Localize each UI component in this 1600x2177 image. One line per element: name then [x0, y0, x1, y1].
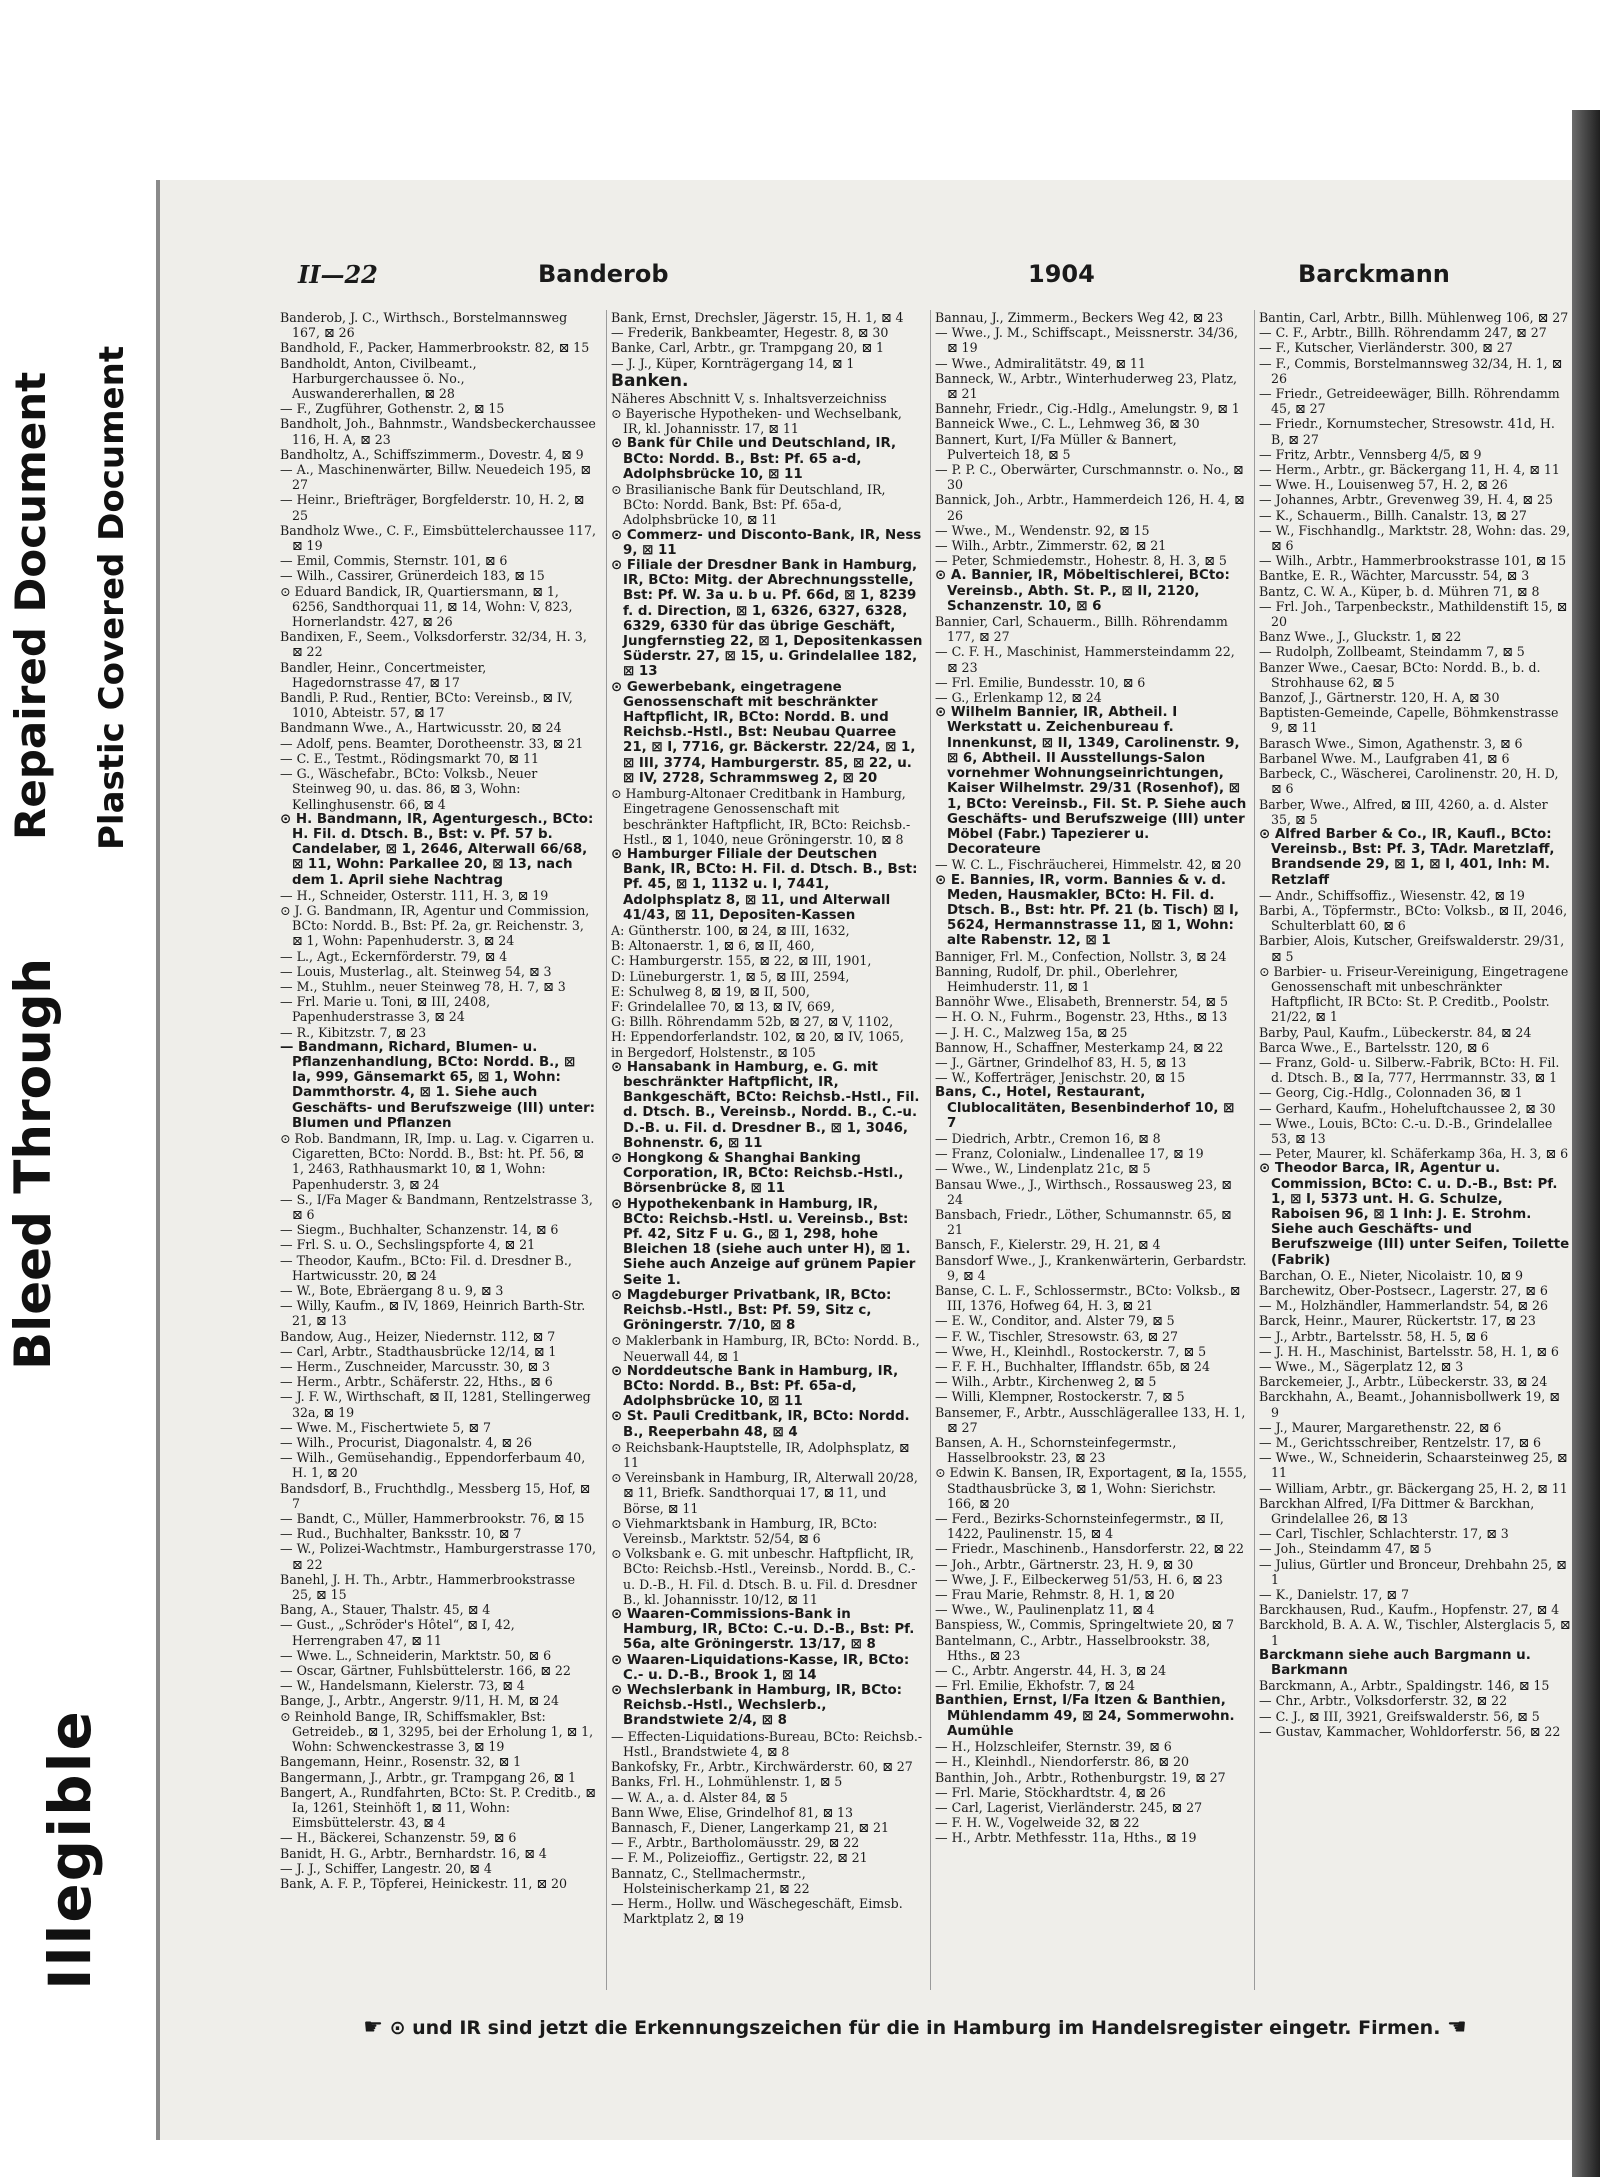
directory-entry: — Andr., Schiffsoffiz., Wiesenstr. 42, ⊠ 19: [1259, 887, 1525, 903]
directory-entry: Bantz, C. W. A., Küper, b. d. Mühren 71, ⊠ 8: [1259, 583, 1540, 599]
directory-entry: Barckmann siehe auch Bargmann u. Barkmann: [1259, 1647, 1531, 1679]
directory-entry: ⊙ E. Bannies, IR, vorm. Bannies & v. d. Meden, Hausmakler, BCto: H. Fil. d. Dtsch. B., Bst: htr. Pf. 21 (b. Tisch) ⊠ I, 5624, Hermannstrasse 11, ⊠ 1, Wohn: alte Rabenstr. 12, ⊠ 1: [935, 872, 1240, 949]
directory-entry: — Carl, Tischler, Schlachterstr. 17, ⊠ 3: [1259, 1526, 1509, 1542]
directory-entry: — Frl. Emilie, Bundesstr. 10, ⊠ 6: [935, 674, 1146, 690]
directory-entry: — W., Handelsmann, Kielerstr. 73, ⊠ 4: [280, 1678, 525, 1694]
directory-entry: — P. P. C., Oberwärter, Curschmannstr. o. No., ⊠ 30: [935, 462, 1244, 493]
directory-entry: Bannow, H., Schaffner, Mesterkamp 24, ⊠ 22: [935, 1039, 1224, 1055]
directory-entry: — Frl. Joh., Tarpenbeckstr., Mathildenstift 15, ⊠ 20: [1259, 598, 1568, 630]
year: 1904: [1028, 260, 1095, 288]
directory-entry: — Theodor, Kaufm., BCto: Fil. d. Dresdner B., Hartwicusstr. 20, ⊠ 24: [280, 1252, 572, 1283]
directory-entry: — Franz, Gold- u. Silberw.-Fabrik, BCto: H. Fil. d. Dtsch. B., ⊠ Ia, 777, Herrmannstr. 33, ⊠ 1: [1259, 1054, 1560, 1086]
directory-entry: Bank, A. F. P., Töpferei, Heinickestr. 11, ⊠ 20: [280, 1875, 568, 1891]
directory-entry: Bannehr, Friedr., Cig.-Hdlg., Amelungstr. 9, ⊠ 1: [935, 401, 1240, 417]
pointing-hand-left-icon: ☛: [363, 2015, 383, 2040]
directory-entry: Banthin, Joh., Arbtr., Rothenburgstr. 19, ⊠ 27: [935, 1769, 1226, 1785]
directory-columns: [280, 310, 1570, 1990]
directory-entry: H: Eppendorferlandstr. 102, ⊠ 20, ⊠ IV, 1065,: [611, 1029, 904, 1045]
directory-entry: ⊙ Hamburg-Altonaer Creditbank in Hamburg, Eingetragene Genossenschaft mit beschränkter Haftpflicht, IR, BCto: Reichsb.-Hstl., ⊠ 1, 1040, neue Gröningerstr. 10, ⊠ 8: [611, 786, 911, 847]
directory-entry: — Carl, Arbtr., Stadthausbrücke 12/14, ⊠ 1: [280, 1343, 557, 1359]
directory-entry: — W. A., a. d. Alster 84, ⊠ 5: [611, 1789, 788, 1805]
directory-entry: — Frederik, Bankbeamter, Hegestr. 8, ⊠ 30: [611, 325, 889, 341]
directory-entry: — G., Wäschefabr., BCto: Volksb., Neuer Steinweg 90, u. das. 86, ⊠ 3, Wohn: Kellinghusenstr. 66, ⊠ 4: [280, 766, 538, 812]
directory-entry: — Fritz, Arbtr., Vennsberg 4/5, ⊠ 9: [1259, 446, 1482, 462]
directory-entry: — C. E., Testmt., Rödingsmarkt 70, ⊠ 11: [280, 750, 539, 766]
directory-entry: — Julius, Gürtler und Bronceur, Drehbahn 25, ⊠ 1: [1259, 1556, 1567, 1587]
directory-entry: A: Güntherstr. 100, ⊠ 24, ⊠ III, 1632,: [611, 922, 850, 938]
directory-entry: — Wwe., Louis, BCto: C.-u. D.-B., Grindelallee 53, ⊠ 13: [1259, 1115, 1553, 1146]
directory-entry: — Wwe., Admiralitätstr. 49, ⊠ 11: [935, 355, 1146, 371]
directory-entry: Banderob, J. C., Wirthsch., Borstelmannsweg 167, ⊠ 26: [280, 310, 568, 341]
directory-entry: — Willy, Kaufm., ⊠ IV, 1869, Heinrich Barth-Str. 21, ⊠ 13: [280, 1298, 586, 1329]
directory-entry: — Friedr., Kornumstecher, Stresowstr. 41d, H. B, ⊠ 27: [1259, 416, 1555, 447]
directory-entry: Barber, Wwe., Alfred, ⊠ III, 4260, a. d. Alster 35, ⊠ 5: [1259, 796, 1548, 827]
directory-entry: — Willi, Klempner, Rostockerstr. 7, ⊠ 5: [935, 1389, 1185, 1405]
directory-entry: B: Altonaerstr. 1, ⊠ 6, ⊠ II, 460,: [611, 938, 815, 954]
directory-entry: — C. F., Arbtr., Billh. Röhrendamm 247, ⊠ 27: [1259, 325, 1547, 341]
directory-entry: — F. H. W., Vogelweide 32, ⊠ 22: [935, 1815, 1140, 1831]
directory-entry: Banzer Wwe., Caesar, BCto: Nordd. B., b. d. Strohhause 62, ⊠ 5: [1259, 659, 1541, 690]
directory-entry: ⊙ Brasilianische Bank für Deutschland, IR, BCto: Nordd. Bank, Bst: Pf. 65a-d, Adolphsbrücke 10, ⊠ 11: [611, 482, 886, 528]
directory-entry: ⊙ J. G. Bandmann, IR, Agentur und Commission, BCto: Nordd. B., Bst: Pf. 2a, gr. Reichenstr. 3, ⊠ 1, Wohn: Papenhuderstr. 3, ⊠ 24: [280, 902, 590, 949]
directory-entry: — Heinr., Briefträger, Borgfelderstr. 10, H. 2, ⊠ 25: [280, 492, 585, 523]
directory-entry: — Bandt, C., Müller, Hammerbrookstr. 76, ⊠ 15: [280, 1511, 585, 1527]
directory-entry: — H., Schneider, Osterstr. 111, H. 3, ⊠ 19: [280, 887, 549, 903]
directory-entry: ⊙ Volksbank e. G. mit unbeschr. Haftpflicht, IR, BCto: Reichsb.-Hstl., Vereinsb., Nordd. B., C.- u. D.-B., H. Fil. d. Dtsch. B. u. Fil. d. Dresdner B., kl. Johannisstr. 10/12, ⊠ 11: [611, 1546, 917, 1607]
directory-entry: ⊙ Bayerische Hypotheken- und Wechselbank, IR, kl. Johannisstr. 17, ⊠ 11: [611, 406, 902, 437]
directory-entry: — Bandmann, Richard, Blumen- u. Pflanzenhandlung, BCto: Nordd. B., ⊠ Ia, 999, Gänsemarkt 65, ⊠ 1, Wohn: Dammthorstr. 4, ⊠ 1. Siehe auch Geschäfts- und Berufszweige (III) unter: Blumen und Pflanzen: [280, 1039, 596, 1131]
directory-entry: — J. H. C., Malzweg 15a, ⊠ 25: [935, 1024, 1128, 1040]
directory-entry: Banke, Carl, Arbtr., gr. Trampgang 20, ⊠ 1: [611, 340, 885, 356]
directory-entry: — K., Schauerm., Billh. Canalstr. 13, ⊠ 27: [1259, 507, 1527, 523]
directory-entry: Barasch Wwe., Simon, Agathenstr. 3, ⊠ 6: [1259, 735, 1523, 751]
directory-entry: — Wwe., M., Sägerplatz 12, ⊠ 3: [1259, 1359, 1464, 1375]
directory-entry: — J. H. H., Maschinist, Bartelsstr. 58, H. 1, ⊠ 6: [1259, 1343, 1559, 1359]
directory-entry: Banspiess, W., Commis, Springeltwiete 20, ⊠ 7: [935, 1617, 1234, 1633]
directory-entry: Barca Wwe., E., Bartelsstr. 120, ⊠ 6: [1259, 1039, 1490, 1055]
directory-entry: — W., Bote, Ebräergang 8 u. 9, ⊠ 3: [280, 1283, 504, 1298]
directory-entry: Bankofsky, Fr., Arbtr., Kirchwärderstr. 60, ⊠ 27: [611, 1759, 913, 1775]
directory-entry: — H., Kleinhdl., Niendorferstr. 86, ⊠ 20: [935, 1754, 1190, 1770]
directory-entry: — Johannes, Arbtr., Grevenweg 39, H. 4, ⊠ 25: [1259, 492, 1554, 508]
directory-entry: — F., Commis, Borstelmannsweg 32/34, H. 1, ⊠ 26: [1259, 355, 1563, 386]
directory-entry: — Wwe. M., Fischertwiete 5, ⊠ 7: [280, 1419, 491, 1435]
directory-entry: — Wwe., M., Wendenstr. 92, ⊠ 15: [935, 522, 1150, 538]
directory-entry: Barbanel Wwe. M., Laufgraben 41, ⊠ 6: [1259, 750, 1510, 766]
directory-entry: D: Lüneburgerstr. 1, ⊠ 5, ⊠ III, 2594,: [611, 968, 850, 984]
directory-entry: Barby, Paul, Kaufm., Lübeckerstr. 84, ⊠ 24: [1259, 1024, 1532, 1040]
directory-entry: — Frl. Marie, Stöckhardtstr. 4, ⊠ 26: [935, 1784, 1166, 1800]
directory-entry: Bansau Wwe., J., Wirthsch., Rossausweg 23, ⊠ 24: [935, 1176, 1232, 1207]
directory-entry: Bandhold, F., Packer, Hammerbrookstr. 82, ⊠ 15: [280, 340, 590, 356]
directory-entry: — Frl. Emilie, Ekhofstr. 7, ⊠ 24: [935, 1678, 1136, 1694]
left-keyword: Banderob: [538, 260, 669, 288]
directory-entry: Bann Wwe, Elise, Grindelhof 81, ⊠ 13: [611, 1804, 854, 1820]
directory-entry: — W. C. L., Fischräucherei, Himmelstr. 42, ⊠ 20: [935, 857, 1242, 873]
directory-entry: Barchan, O. E., Nieter, Nicolaistr. 10, ⊠ 9: [1259, 1267, 1524, 1283]
directory-entry: — Frl. S. u. O., Sechslingspforte 4, ⊠ 21: [280, 1237, 536, 1253]
directory-entry: Bandixen, F., Seem., Volksdorferstr. 32/34, H. 3, ⊠ 22: [280, 629, 587, 660]
directory-entry: ⊙ A. Bannier, IR, Möbeltischlerei, BCto: Vereinsb., Abth. St. P., ⊠ II, 2120, Schanzenstr. 10, ⊠ 6: [935, 568, 1230, 614]
directory-entry: Bantelmann, C., Arbtr., Hasselbrookstr. 38, Hths., ⊠ 23: [935, 1632, 1211, 1663]
directory-entry: Barck, Heinr., Maurer, Rückertstr. 17, ⊠ 23: [1259, 1313, 1536, 1329]
page-header: [298, 260, 1450, 300]
directory-entry: Barckhan Alfred, I/Fa Dittmer & Barckhan, Grindelallee 26, ⊠ 13: [1259, 1495, 1535, 1527]
directory-entry: Bantke, E. R., Wächter, Marcusstr. 54, ⊠ 3: [1259, 568, 1530, 584]
directory-entry: Bans, C., Hotel, Restaurant, Clublocalitäten, Besenbinderhof 10, ⊠ 7: [935, 1085, 1235, 1131]
directory-entry: Bannatz, C., Stellmachermstr., Holsteinischerkamp 21, ⊠ 22: [611, 1865, 810, 1896]
directory-entry: Bansemer, F., Arbtr., Ausschlägerallee 133, H. 1, ⊠ 27: [935, 1404, 1246, 1435]
directory-entry: Bannau, J., Zimmerm., Beckers Weg 42, ⊠ 23: [935, 310, 1224, 325]
directory-entry: — C., Arbtr. Angerstr. 44, H. 3, ⊠ 24: [935, 1663, 1167, 1679]
directory-entry: — Wwe, H., Kleinhdl., Rostockerstr. 7, ⊠ 5: [935, 1343, 1207, 1359]
directory-entry: — J., Arbtr., Bartelsstr. 58, H. 5, ⊠ 6: [1259, 1328, 1489, 1344]
column-2: [606, 310, 923, 1990]
directory-entry: ⊙ Hansabank in Hamburg, e. G. mit beschränkter Haftpflicht, IR, Bankgeschäft, BCto: Reichsb.-Hstl., Fil. d. Dtsch. B., Vereinsb., Nordd. B., C.-u. D.-B. u. Fil. d. Dresdner B., ⊠ 1, 3046, Bohnenstr. 6, ⊠ 11: [611, 1059, 920, 1151]
directory-entry: Näheres Abschnitt V, s. Inhaltsverzeichniss: [611, 390, 887, 406]
directory-entry: Banneck, W., Arbtr., Winterhuderweg 23, Platz, ⊠ 21: [935, 370, 1237, 402]
directory-entry: — Rudolph, Zollbeamt, Steindamm 7, ⊠ 5: [1259, 644, 1525, 660]
directory-entry: ⊙ Hypothekenbank in Hamburg, IR, BCto: Reichsb.-Hstl. u. Vereinsb., Bst: Pf. 42, Sitz F u. G., ⊠ 1, 298, hohe Bleichen 18 (siehe auch unter H), ⊠ 1. Siehe auch Anzeige auf grünem Papier Seite 1.: [611, 1196, 916, 1288]
directory-entry: E: Schulweg 8, ⊠ 19, ⊠ II, 500,: [611, 983, 810, 999]
directory-entry: — S., I/Fa Mager & Bandmann, Rentzelstrasse 3, ⊠ 6: [280, 1191, 593, 1222]
directory-entry: Bannier, Carl, Schauerm., Billh. Röhrendamm 177, ⊠ 27: [935, 614, 1228, 645]
directory-entry: ⊙ Viehmarktsbank in Hamburg, IR, BCto: Vereinsb., Marktstr. 52/54, ⊠ 6: [611, 1515, 878, 1547]
directory-entry: — Friedr., Getreideewäger, Billh. Röhrendamm 45, ⊠ 27: [1259, 386, 1560, 417]
directory-entry: — F. M., Polizeioffiz., Gertigstr. 22, ⊠ 21: [611, 1850, 868, 1866]
directory-page: [156, 180, 1600, 2140]
directory-entry: Bangemann, Heinr., Rosenstr. 32, ⊠ 1: [280, 1754, 522, 1770]
directory-entry: Bange, J., Arbtr., Angerstr. 9/11, H. M, ⊠ 24: [280, 1693, 560, 1709]
directory-entry: — Wwe., W., Schneiderin, Schaarsteinweg 25, ⊠ 11: [1259, 1450, 1568, 1481]
directory-entry: ⊙ Waaren-Liquidations-Kasse, IR, BCto: C.- u. D.-B., Brook 1, ⊠ 14: [611, 1652, 910, 1683]
directory-entry: — F., Arbtr., Bartholomäusstr. 29, ⊠ 22: [611, 1835, 860, 1851]
directory-entry: ⊙ Commerz- und Disconto-Bank, IR, Ness 9, ⊠ 11: [611, 527, 922, 558]
directory-entry: Barckhausen, Rud., Kaufm., Hopfenstr. 27, ⊠ 4: [1259, 1602, 1560, 1618]
directory-entry: ⊙ Hamburger Filiale der Deutschen Bank, IR, BCto: H. Fil. d. Dtsch. B., Bst: Pf. 45, ⊠ 1, 1132 u. I, 7441, Adolphsplatz 8, ⊠ 11, und Alterwall 41/43, ⊠ 11, Depositen-Kassen: [611, 846, 918, 923]
directory-entry: — Wwe, J. F., Eilbeckerweg 51/53, H. 6, ⊠ 23: [935, 1571, 1223, 1587]
directory-entry: — Rud., Buchhalter, Banksstr. 10, ⊠ 7: [280, 1526, 522, 1542]
directory-entry: Barbier, Alois, Kutscher, Greifswalderstr. 29/31, ⊠ 5: [1259, 933, 1565, 964]
bleed-through-stamp: Bleed Through: [4, 958, 62, 1370]
directory-entry: Bandsdorf, B., Fruchthdlg., Messberg 15, Hof, ⊠ 7: [280, 1480, 591, 1511]
directory-entry: — H., Arbtr. Methfesstr. 11a, Hths., ⊠ 19: [935, 1830, 1197, 1846]
directory-entry: — Peter, Schmiedemstr., Hohestr. 8, H. 3, ⊠ 5: [935, 553, 1227, 569]
directory-entry: Barckhold, B. A. A. W., Tischler, Alsterglacis 5, ⊠ 1: [1259, 1617, 1571, 1648]
directory-entry: — Carl, Lagerist, Vierländerstr. 245, ⊠ 27: [935, 1799, 1203, 1815]
directory-entry: — William, Arbtr., gr. Bäckergang 25, H. 2, ⊠ 11: [1259, 1480, 1568, 1496]
directory-entry: — Joh., Arbtr., Gärtnerstr. 23, H. 9, ⊠ 30: [935, 1556, 1194, 1572]
directory-entry: — Adolf, pens. Beamter, Dorotheenstr. 33, ⊠ 21: [280, 735, 584, 751]
page-edge-shadow: [1572, 110, 1600, 2177]
column-1: [280, 310, 596, 1990]
directory-entry: ⊙ Norddeutsche Bank in Hamburg, IR, BCto: Nordd. B., Bst: Pf. 65a-d, Adolphsbrücke 10, ⊠ 11: [611, 1363, 899, 1410]
directory-entry: — Effecten-Liquidations-Bureau, BCto: Reichsb.-Hstl., Brandstwiete 4, ⊠ 8: [611, 1728, 923, 1759]
directory-entry: — Wwe., W., Lindenplatz 21c, ⊠ 5: [935, 1161, 1151, 1177]
directory-entry: — Herm., Hollw. und Wäschegeschäft, Eimsb. Marktplatz 2, ⊠ 19: [611, 1895, 903, 1927]
directory-entry: ⊙ Reichsbank-Hauptstelle, IR, Adolphsplatz, ⊠ 11: [611, 1439, 910, 1471]
directory-entry: Barckhahn, A., Beamt., Johannisbollwerk 19, ⊠ 9: [1259, 1389, 1560, 1420]
directory-entry: Bandholtz, A., Schiffszimmerm., Dovestr. 4, ⊠ 9: [280, 446, 584, 462]
directory-entry: — J., Maurer, Margarethenstr. 22, ⊠ 6: [1259, 1419, 1502, 1435]
directory-entry: — E. W., Conditor, and. Alster 79, ⊠ 5: [935, 1313, 1175, 1329]
directory-entry: Bansch, F., Kielerstr. 29, H. 21, ⊠ 4: [935, 1237, 1161, 1253]
directory-entry: Banthien, Ernst, I/Fa Itzen & Banthien, Mühlendamm 49, ⊠ 24, Sommerwohn. Aumühle: [935, 1693, 1235, 1739]
directory-entry: F: Grindelallee 70, ⊠ 13, ⊠ IV, 669,: [611, 998, 835, 1014]
directory-entry: Bandmann Wwe., A., Hartwicusstr. 20, ⊠ 24: [280, 720, 562, 736]
directory-entry: Bandholt, Joh., Bahnmstr., Wandsbeckerchaussee 116, H. A, ⊠ 23: [280, 416, 596, 447]
directory-entry: Bandow, Aug., Heizer, Niedernstr. 112, ⊠ 7: [280, 1328, 556, 1344]
directory-entry: ⊙ Magdeburger Privatbank, IR, BCto: Reichsb.-Hstl., Bst: Pf. 59, Sitz c, Gröningerstr. 7/10, ⊠ 8: [611, 1287, 892, 1334]
directory-entry: ⊙ Barbier- u. Friseur-Vereinigung, Eingetragene Genossenschaft mit unbeschränkter Haftpflicht, IR BCto: St. P. Creditb., Poolstr. 21/22, ⊠ 1: [1259, 963, 1569, 1025]
directory-entry: ⊙ St. Pauli Creditbank, IR, BCto: Nordd. B., Reeperbahn 48, ⊠ 4: [611, 1409, 910, 1440]
directory-entry: — J. F. W., Wirthschaft, ⊠ II, 1281, Stellingerweg 32a, ⊠ 19: [280, 1389, 591, 1420]
directory-entry: ⊙ Wilhelm Bannier, IR, Abtheil. I Werkstatt u. Zeichenbureau f. Innenkunst, ⊠ II, 1349, Carolinenstr. 9, ⊠ 6, Abtheil. II Ausstellungs-Salon vornehmer Wohnungseinrichtungen, Kaiser Wilhelmstr. 29/31 (Rosenhof), ⊠ 1, BCto: Vereinsb., Fil. St. P. Siehe auch Geschäfts- und Berufszweige (III) unter Möbel (Fabr.) Tapezierer u. Decorateure: [935, 705, 1247, 858]
column-3: [930, 310, 1247, 1990]
directory-entry: — W., Kofferträger, Jenischstr. 20, ⊠ 15: [935, 1070, 1186, 1086]
directory-entry: — Georg, Cig.-Hdlg., Colonnaden 36, ⊠ 1: [1259, 1085, 1523, 1101]
directory-entry: — F., Kutscher, Vierländerstr. 300, ⊠ 27: [1259, 340, 1513, 356]
directory-entry: — H., Bäckerei, Schanzenstr. 59, ⊠ 6: [280, 1830, 517, 1846]
directory-entry: — Ferd., Bezirks-Schornsteinfegermstr., ⊠ II, 1422, Paulinenstr. 15, ⊠ 4: [935, 1511, 1224, 1542]
directory-entry: Bansdorf Wwe., J., Krankenwärterin, Gerbardstr. 9, ⊠ 4: [935, 1252, 1247, 1283]
directory-entry: — Gerhard, Kaufm., Hoheluftchaussee 2, ⊠ 30: [1259, 1100, 1556, 1116]
directory-entry: Bangermann, J., Arbtr., gr. Trampgang 26, ⊠ 1: [280, 1769, 577, 1785]
directory-entry: — Wilh., Arbtr., Zimmerstr. 62, ⊠ 21: [935, 538, 1167, 554]
directory-entry: ⊙ Wechslerbank in Hamburg, IR, BCto: Reichsb.-Hstl., Wechslerb., Brandstwiete 2/4, ⊠ 8: [611, 1683, 903, 1729]
directory-entry: Banneick Wwe., C. L., Lehmweg 36, ⊠ 30: [935, 416, 1200, 432]
directory-entry: — Siegm., Buchhalter, Schanzenstr. 14, ⊠ 6: [280, 1222, 559, 1238]
directory-entry: — A., Maschinenwärter, Billw. Neuedeich 195, ⊠ 27: [280, 462, 591, 493]
repaired-document-stamp: Repaired Document: [6, 371, 55, 840]
directory-entry: — Wwe. L., Schneiderin, Marktstr. 50, ⊠ 6: [280, 1647, 552, 1663]
directory-entry: — G., Erlenkamp 12, ⊠ 24: [935, 690, 1102, 706]
plastic-covered-stamp: Plastic Covered Document: [92, 345, 132, 850]
directory-entry: ⊙ Theodor Barca, IR, Agentur u. Commission, BCto: C. u. D.-B., Bst: Pf. 1, ⊠ I, 5373 unt. H. G. Schulze, Raboisen 96, ⊠ 1 Inh: J. E. Strohm. Siehe auch Geschäfts- und Berufszweige (III) unter Seifen, Toilette (Fabrik): [1259, 1161, 1570, 1268]
directory-entry: Banidt, H. G., Arbtr., Bernhardstr. 16, ⊠ 4: [280, 1845, 547, 1861]
directory-entry: — Wwe., J. M., Schiffscapt., Meissnerstr. 34/36, ⊠ 19: [935, 325, 1239, 356]
directory-entry: — J., Gärtner, Grindelhof 83, H. 5, ⊠ 13: [935, 1054, 1187, 1070]
directory-entry: — J. J., Schiffer, Langestr. 20, ⊠ 4: [280, 1860, 492, 1876]
directory-entry: Banniger, Frl. M., Confection, Nollstr. 3, ⊠ 24: [935, 948, 1227, 964]
directory-entry: — Frl. Marie u. Toni, ⊠ III, 2408, Papenhuderstrasse 3, ⊠ 24: [280, 994, 491, 1025]
directory-entry: ⊙ Maklerbank in Hamburg, IR, BCto: Nordd. B., Neuerwall 44, ⊠ 1: [611, 1333, 920, 1364]
directory-entry: — F. W., Tischler, Stresowstr. 63, ⊠ 27: [935, 1328, 1179, 1344]
directory-entry: — Louis, Musterlag., alt. Steinweg 54, ⊠ 3: [280, 963, 552, 979]
directory-entry: Bandholdt, Anton, Civilbeamt., Harburgerchaussee ö. No., Auswandererhallen, ⊠ 28: [280, 355, 477, 402]
directory-entry: ⊙ Reinhold Bange, IR, Schiffsmakler, Bst: Getreideb., ⊠ 1, 3295, bei der Erholung 1, ⊠ 1, Wohn: Schwenckestrasse 3, ⊠ 19: [280, 1708, 594, 1755]
directory-entry: — Chr., Arbtr., Volksdorferstr. 32, ⊠ 22: [1259, 1693, 1508, 1709]
directory-entry: — H., Holzschleifer, Sternstr. 39, ⊠ 6: [935, 1739, 1172, 1755]
directory-entry: Barchewitz, Ober-Postsecr., Lagerstr. 27, ⊠ 6: [1259, 1283, 1548, 1298]
directory-entry: Bannöhr Wwe., Elisabeth, Brennerstr. 54, ⊠ 5: [935, 994, 1228, 1010]
directory-entry: Bannick, Joh., Arbtr., Hammerdeich 126, H. 4, ⊠ 26: [935, 492, 1245, 523]
directory-entry: — C. F. H., Maschinist, Hammersteindamm 22, ⊠ 23: [935, 644, 1235, 675]
directory-entry: ⊙ Rob. Bandmann, IR, Imp. u. Lag. v. Cigarren u. Cigaretten, BCto: Nordd. B., Bst: ht. Pf. 56, ⊠ 1, 2463, Rathhausmarkt 10, ⊠ 1, Wohn: Papenhuderstr. 3, ⊠ 24: [280, 1130, 595, 1192]
directory-entry: Banning, Rudolf, Dr. phil., Oberlehrer, Heimhuderstr. 11, ⊠ 1: [935, 963, 1179, 994]
directory-entry: Bandli, P. Rud., Rentier, BCto: Vereinsb., ⊠ IV, 1010, Abteistr. 57, ⊠ 17: [280, 690, 573, 721]
footer-text: ⊙ und IR sind jetzt die Erkennungszeichen für die in Hamburg im Handelsregister eingetr. Firmen.: [389, 2017, 1441, 2039]
directory-entry: — Wilh., Gemüsehandig., Eppendorferbaum 40, H. 1, ⊠ 20: [280, 1450, 586, 1481]
directory-entry: Bantin, Carl, Arbtr., Billh. Mühlenweg 106, ⊠ 27: [1259, 310, 1569, 325]
directory-entry: — Herm., Arbtr., gr. Bäckergang 11, H. 4, ⊠ 11: [1259, 462, 1560, 478]
directory-entry: — Oscar, Gärtner, Fuhlsbüttelerstr. 166, ⊠ 22: [280, 1663, 571, 1679]
directory-entry: Baptisten-Gemeinde, Capelle, Böhmkenstrasse 9, ⊠ 11: [1259, 705, 1559, 736]
right-keyword: Barckmann: [1298, 260, 1450, 288]
directory-entry: — Gust., „Schröder's Hôtel“, ⊠ I, 42, Herrengraben 47, ⊠ 11: [280, 1617, 515, 1648]
directory-entry: Banzof, J., Gärtnerstr. 120, H. A, ⊠ 30: [1259, 690, 1500, 706]
directory-entry: Bansen, A. H., Schornsteinfegermstr., Hasselbrookstr. 23, ⊠ 23: [935, 1435, 1177, 1466]
directory-entry: — Wwe. H., Louisenweg 57, H. 2, ⊠ 26: [1259, 477, 1508, 493]
directory-entry: Banks, Frl. H., Lohmühlenstr. 1, ⊠ 5: [611, 1774, 843, 1790]
directory-entry: — M., Gerichtsschreiber, Rentzelstr. 17, ⊠ 6: [1259, 1435, 1542, 1451]
page-number: II—22: [298, 260, 378, 289]
directory-entry: Bank, Ernst, Drechsler, Jägerstr. 15, H. 1, ⊠ 4: [611, 310, 904, 325]
directory-entry: — W., Fischhandlg., Marktstr. 28, Wohn: das. 29, ⊠ 6: [1259, 522, 1571, 554]
directory-entry: — W., Polizei-Wachtmstr., Hamburgerstrasse 170, ⊠ 22: [280, 1541, 596, 1572]
directory-entry: — M., Stuhlm., neuer Steinweg 78, H. 7, ⊠ 3: [280, 978, 566, 994]
directory-entry: — Franz, Colonialw., Lindenallee 17, ⊠ 19: [935, 1146, 1204, 1162]
directory-entry: ⊙ H. Bandmann, IR, Agenturgesch., BCto: H. Fil. d. Dtsch. B., Bst: v. Pf. 57 b. Candelaber, ⊠ 1, 2646, Alterwall 66/68, ⊠ 11, Wohn: Parkallee 20, ⊠ 13, nach dem 1. April siehe Nachtrag: [280, 811, 594, 888]
directory-entry: — Herm., Arbtr., Schäferstr. 22, Hths., ⊠ 6: [280, 1374, 553, 1390]
column-4: [1254, 310, 1571, 1990]
directory-entry: Bandler, Heinr., Concertmeister, Hagedornstrasse 47, ⊠ 17: [280, 659, 487, 690]
directory-entry: — Diedrich, Arbtr., Cremon 16, ⊠ 8: [935, 1130, 1161, 1146]
directory-entry: — Friedr., Maschinenb., Hansdorferstr. 22, ⊠ 22: [935, 1541, 1244, 1557]
directory-entry: — J. J., Küper, Kornträgergang 14, ⊠ 1: [611, 355, 855, 371]
pointing-hand-right-icon: ☚: [1447, 2015, 1467, 2040]
directory-entry: Bangert, A., Rundfahrten, BCto: St. P. Creditb., ⊠ Ia, 1261, Steinhöft 1, ⊠ 11, Wohn: Eimsbüttelerstr. 43, ⊠ 4: [280, 1784, 596, 1831]
directory-entry: — Joh., Steindamm 47, ⊠ 5: [1259, 1541, 1432, 1557]
directory-entry: — Herm., Zuschneider, Marcusstr. 30, ⊠ 3: [280, 1359, 551, 1375]
directory-entry: — C. J., ⊠ III, 3921, Greifswalderstr. 56, ⊠ 5: [1259, 1708, 1540, 1724]
directory-entry: ⊙ Bank für Chile und Deutschland, IR, BCto: Nordd. B., Bst: Pf. 65 a-d, Adolphsbrücke 10, ⊠ 11: [611, 436, 897, 482]
directory-entry: Banz Wwe., J., Gluckstr. 1, ⊠ 22: [1259, 629, 1462, 645]
directory-entry: — Peter, Maurer, kl. Schäferkamp 36a, H. 3, ⊠ 6: [1259, 1146, 1569, 1162]
directory-entry: Banse, C. L. F., Schlossermstr., BCto: Volksb., ⊠ III, 1376, Hofweg 64, H. 3, ⊠ 21: [935, 1283, 1241, 1314]
directory-entry: — Wwe., W., Paulinenplatz 11, ⊠ 4: [935, 1602, 1155, 1618]
directory-entry: Banehl, J. H. Th., Arbtr., Hammerbrookstrasse 25, ⊠ 15: [280, 1571, 576, 1603]
directory-entry: Bannert, Kurt, I/Fa Müller & Bannert, Pulverteich 18, ⊠ 5: [935, 431, 1177, 462]
directory-entry: ⊙ Eduard Bandick, IR, Quartiersmann, ⊠ 1, 6256, Sandthorquai 11, ⊠ 14, Wohn: V, 823, Hornerlandstr. 427, ⊠ 26: [280, 583, 573, 630]
directory-entry: in Bergedorf, Holstenstr., ⊠ 105: [611, 1044, 816, 1060]
directory-entry: — F. F. H., Buchhalter, Ifflandstr. 65b, ⊠ 24: [935, 1359, 1210, 1375]
directory-entry: — Wilh., Procurist, Diagonalstr. 4, ⊠ 26: [280, 1435, 533, 1451]
section-heading: Banken.: [611, 370, 689, 391]
directory-entry: C: Hamburgerstr. 155, ⊠ 22, ⊠ III, 1901,: [611, 953, 872, 969]
directory-entry: Bansbach, Friedr., Löther, Schumannstr. 65, ⊠ 21: [935, 1206, 1232, 1238]
directory-entry: Bannasch, F., Diener, Langerkamp 21, ⊠ 21: [611, 1819, 889, 1835]
footer-note: [300, 2015, 1530, 2045]
directory-entry: — M., Holzhändler, Hammerlandstr. 54, ⊠ 26: [1259, 1298, 1548, 1314]
directory-entry: ⊙ Gewerbebank, eingetragene Genossenschaft mit beschränkter Haftpflicht, IR, BCto: Nordd. B. und Reichsb.-Hstl., Bst: Neubau Quarree 21, ⊠ I, 7716, gr. Bäckerstr. 22/24, ⊠ 1, ⊠ III, 3774, Hamburgerstr. 85, ⊠ 22, u. ⊠ IV, 2728, Schrammsweg 2, ⊠ 20: [611, 679, 916, 786]
directory-entry: — Wilh., Arbtr., Hammerbrookstrasse 101, ⊠ 15: [1259, 553, 1567, 569]
directory-entry: — H. O. N., Fuhrm., Bogenstr. 23, Hths., ⊠ 13: [935, 1009, 1228, 1025]
directory-entry: ⊙ Filiale der Dresdner Bank in Hamburg, IR, BCto: Mitg. der Abrechnungsstelle, Bst: Pf. W. 3a u. b u. Pf. 66d, ⊠ 1, 8239 f. d. Direction, ⊠ 1, 6326, 6327, 6328, 6329, 6330 für das übrige Geschäft, Jungfernstieg 22, ⊠ 1, Depositenkassen Süderstr. 27, ⊠ 15, u. Grindelallee 182, ⊠ 13: [611, 558, 923, 680]
directory-entry: Barbeck, C., Wäscherei, Carolinenstr. 20, H. D, ⊠ 6: [1259, 766, 1559, 797]
directory-entry: — K., Danielstr. 17, ⊠ 7: [1259, 1587, 1410, 1603]
directory-entry: Barbi, A., Töpfermstr., BCto: Volksb., ⊠ II, 2046, Schulterblatt 60, ⊠ 6: [1259, 902, 1568, 934]
directory-entry: — L., Agt., Eckernförderstr. 79, ⊠ 4: [280, 948, 508, 964]
directory-entry: — F., Zugführer, Gothenstr. 2, ⊠ 15: [280, 401, 505, 417]
directory-entry: — Frau Marie, Rehmstr. 8, H. 1, ⊠ 20: [935, 1587, 1175, 1603]
illegible-stamp: Illegible: [36, 1709, 104, 1990]
directory-entry: ⊙ Alfred Barber & Co., IR, Kaufl., BCto: Vereinsb., Bst: Pf. 3, TAdr. Maretzlaff, Brandsende 29, ⊠ 1, ⊠ I, 401, Inh: M. Retzlaff: [1259, 826, 1555, 888]
directory-entry: Bandholz Wwe., C. F., Eimsbüttelerchaussee 117, ⊠ 19: [280, 522, 596, 554]
directory-entry: Bang, A., Stauer, Thalstr. 45, ⊠ 4: [280, 1602, 491, 1618]
directory-entry: — Emil, Commis, Sternstr. 101, ⊠ 6: [280, 553, 508, 569]
directory-entry: G: Billh. Röhrendamm 52b, ⊠ 27, ⊠ V, 1102,: [611, 1014, 894, 1030]
directory-entry: ⊙ Hongkong & Shanghai Banking Corporation, IR, BCto: Reichsb.-Hstl., Börsenbrücke 8, ⊠ 11: [611, 1150, 904, 1197]
directory-entry: — Wilh., Arbtr., Kirchenweg 2, ⊠ 5: [935, 1374, 1157, 1390]
directory-entry: ⊙ Edwin K. Bansen, IR, Exportagent, ⊠ Ia, 1555, Stadthausbrücke 3, ⊠ 1, Wohn: Sierichstr. 166, ⊠ 20: [935, 1465, 1247, 1511]
directory-entry: — Wilh., Cassirer, Grünerdeich 183, ⊠ 15: [280, 568, 545, 584]
directory-entry: Barckemeier, J., Arbtr., Lübeckerstr. 33, ⊠ 24: [1259, 1374, 1548, 1390]
directory-entry: Barckmann, A., Arbtr., Spaldingstr. 146, ⊠ 15: [1259, 1678, 1550, 1694]
directory-entry: — R., Kibitzstr. 7, ⊠ 23: [280, 1024, 427, 1040]
directory-entry: ⊙ Waaren-Commissions-Bank in Hamburg, IR, BCto: C.-u. D.-B., Bst: Pf. 56a, alte Gröningerstr. 13/17, ⊠ 8: [611, 1607, 915, 1653]
directory-entry: ⊙ Vereinsbank in Hamburg, IR, Alterwall 20/28, ⊠ 11, Briefk. Sandthorquai 17, ⊠ 11, und Börse, ⊠ 11: [611, 1470, 918, 1516]
directory-entry: — Gustav, Kammacher, Wohldorferstr. 56, ⊠ 22: [1259, 1723, 1561, 1739]
